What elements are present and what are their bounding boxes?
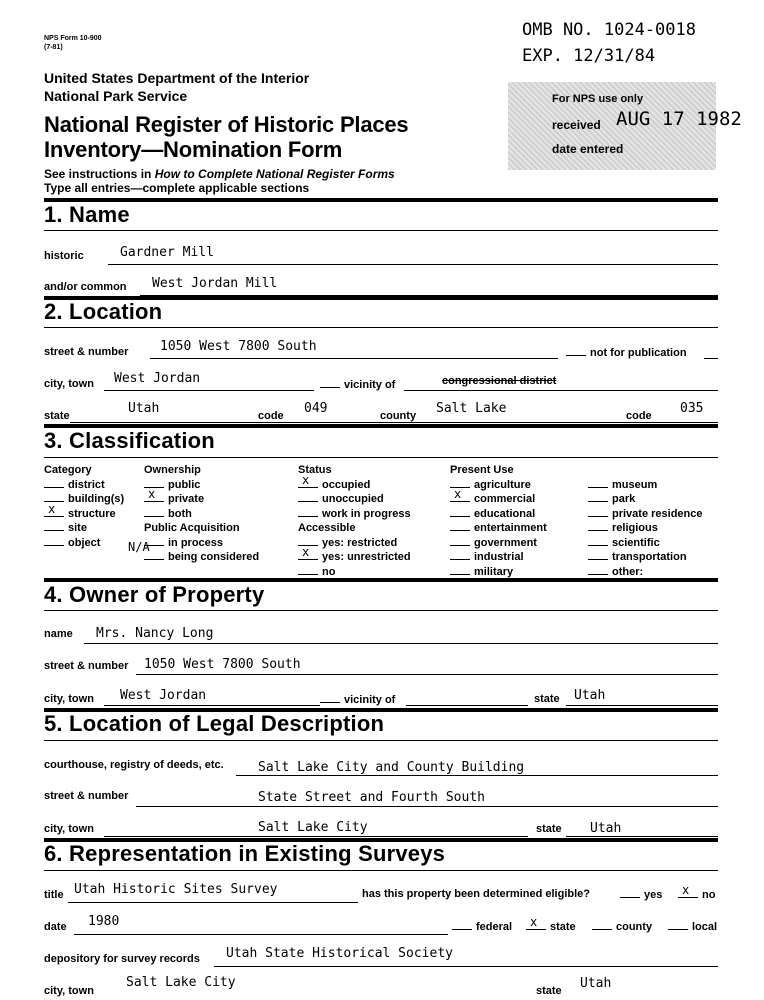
field-line [150, 358, 558, 359]
city-label: city, town [44, 378, 94, 390]
accessible-item: no [298, 565, 411, 580]
legal-state-value: Utah [590, 821, 622, 836]
category-item: building(s) [44, 492, 124, 507]
section-1-title: 1. Name [44, 202, 130, 227]
use-item: transportation [588, 550, 703, 565]
form-number: NPS Form 10-900 [44, 35, 102, 42]
category-item: x structure [44, 507, 124, 522]
common-name-value: West Jordan Mill [152, 276, 278, 291]
historic-name-value: Gardner Mill [120, 245, 214, 260]
acquisition-item: in process [144, 536, 259, 551]
survey-date-value: 1980 [88, 914, 120, 929]
status-column [298, 463, 411, 579]
county-code-value: 035 [680, 401, 704, 416]
present-use-heading: Present Use [450, 464, 514, 476]
owner-city-value: West Jordan [120, 688, 207, 703]
survey-city-label: city, town [44, 985, 94, 997]
field-line [70, 422, 718, 423]
field-line [406, 705, 528, 706]
instructions-prefix: See instructions in [44, 167, 155, 181]
courthouse-label: courthouse, registry of deeds, etc. [44, 759, 224, 771]
section-2-title: 2. Location [44, 299, 163, 324]
instructions-line [44, 168, 395, 181]
acquisition-heading: Public Acquisition [144, 522, 240, 534]
section-underline [44, 327, 718, 328]
section-underline [44, 610, 718, 611]
owner-street-value: 1050 West 7800 South [144, 657, 301, 672]
department-name: United States Department of the Interior [44, 70, 310, 86]
present-use-column-2 [588, 478, 703, 580]
eligible-yes: yes [620, 888, 662, 901]
present-use-column [450, 463, 547, 579]
not-for-publication: not for publication [566, 346, 687, 359]
use-item: museum [588, 478, 703, 493]
street-value: 1050 West 7800 South [160, 339, 317, 354]
field-line [404, 390, 718, 391]
legal-street-label: street & number [44, 790, 129, 802]
use-item: other: [588, 565, 703, 580]
state-code-value: 049 [304, 401, 328, 416]
legal-state-label: state [536, 823, 562, 835]
field-line [84, 643, 718, 644]
survey-title-value: Utah Historic Sites Survey [74, 882, 278, 897]
accessible-heading: Accessible [298, 522, 356, 534]
status-item: unoccupied [298, 492, 411, 507]
use-item: private residence [588, 507, 703, 522]
vicinity-of: vicinity of [320, 378, 395, 391]
section-4-title: 4. Owner of Property [44, 582, 265, 607]
use-item: military [450, 565, 547, 580]
field-line [136, 806, 718, 807]
state-value: Utah [128, 401, 160, 416]
field-line [104, 705, 320, 706]
use-item: scientific [588, 536, 703, 551]
owner-state-label: state [534, 693, 560, 705]
nps-use-only-label: For NPS use only [552, 93, 644, 105]
instructions-italic: How to Complete National Register Forms [154, 167, 395, 181]
historic-label: historic [44, 250, 84, 262]
omb-number: OMB NO. 1024-0018 [522, 20, 696, 40]
owner-street-label: street & number [44, 660, 129, 672]
eligible-no: x no [678, 888, 715, 901]
depository-value: Utah State Historical Society [226, 946, 453, 961]
section-underline [44, 230, 718, 231]
form-title-line1: National Register of Historic Places [44, 112, 409, 137]
field-line [68, 902, 358, 903]
status-item: work in progress [298, 507, 411, 522]
ownership-item: both [144, 507, 259, 522]
accessible-item: x yes: unrestricted [298, 550, 411, 565]
survey-title-label: title [44, 889, 64, 901]
section-rule [44, 198, 718, 202]
form-revision: (7-81) [44, 44, 63, 51]
state-label: state [44, 410, 70, 422]
use-item: educational [450, 507, 547, 522]
service-name: National Park Service [44, 88, 188, 104]
section-underline [44, 870, 718, 871]
category-item: object [44, 536, 124, 551]
survey-date-label: date [44, 921, 67, 933]
ownership-item: x private [144, 492, 259, 507]
use-item: entertainment [450, 521, 547, 536]
county-label: county [380, 410, 417, 422]
instructions-line2: Type all entries—complete applicable sections [44, 181, 310, 195]
field-line [214, 966, 718, 967]
ownership-item: public [144, 478, 259, 493]
field-line [236, 775, 718, 776]
status-item: x occupied [298, 478, 411, 493]
field-line [704, 358, 718, 359]
congressional-district: congressional district [442, 375, 557, 387]
survey-local: local [668, 920, 717, 933]
survey-state-value: Utah [580, 976, 612, 991]
acquisition-item: being considered [144, 550, 259, 565]
eligible-question: has this property been determined eligible? [362, 888, 590, 900]
form-title-line2: Inventory—Nomination Form [44, 137, 343, 162]
depository-label: depository for survey records [44, 953, 200, 965]
category-item: district [44, 478, 124, 493]
ownership-column [144, 463, 259, 565]
owner-state-value: Utah [574, 688, 606, 703]
survey-federal: federal [452, 920, 512, 933]
survey-city-value: Salt Lake City [126, 975, 236, 990]
category-column [44, 463, 124, 550]
use-item: park [588, 492, 703, 507]
section-6-title: 6. Representation in Existing Surveys [44, 841, 446, 866]
field-line [74, 934, 448, 935]
survey-county: county [592, 920, 652, 933]
field-line [566, 836, 718, 837]
city-value: West Jordan [114, 371, 201, 386]
use-item: industrial [450, 550, 547, 565]
street-label: street & number [44, 346, 129, 358]
category-heading: Category [44, 464, 92, 476]
field-line [108, 264, 718, 265]
category-item: site [44, 521, 124, 536]
date-entered-label: date entered [552, 142, 624, 156]
legal-city-value: Salt Lake City [258, 820, 368, 835]
use-item: government [450, 536, 547, 551]
status-heading: Status [298, 464, 332, 476]
field-line [104, 390, 314, 391]
field-line [104, 836, 528, 837]
legal-city-label: city, town [44, 823, 94, 835]
courthouse-value: Salt Lake City and County Building [258, 760, 525, 775]
common-name-label: and/or common [44, 281, 127, 293]
section-5-title: 5. Location of Legal Description [44, 711, 385, 736]
use-item: religious [588, 521, 703, 536]
survey-state: x state [526, 920, 576, 933]
owner-city-label: city, town [44, 693, 94, 705]
owner-name-label: name [44, 628, 73, 640]
accessible-item: yes: restricted [298, 536, 411, 551]
legal-street-value: State Street and Fourth South [258, 790, 485, 805]
use-item: x commercial [450, 492, 547, 507]
survey-state-label: state [536, 985, 562, 997]
ownership-heading: Ownership [144, 464, 201, 476]
owner-name-value: Mrs. Nancy Long [96, 626, 214, 641]
county-value: Salt Lake [436, 401, 507, 416]
county-code-label: code [626, 410, 652, 422]
section-3-title: 3. Classification [44, 428, 215, 453]
code-label: code [258, 410, 284, 422]
acquisition-na: N/A [128, 540, 150, 554]
received-label: received [552, 118, 601, 132]
owner-vicinity: vicinity of [320, 693, 395, 706]
received-date-stamp: AUG 17 1982 [616, 108, 742, 130]
use-item: agriculture [450, 478, 547, 493]
section-underline [44, 740, 718, 741]
field-line [136, 674, 718, 675]
expiration-date: EXP. 12/31/84 [522, 46, 656, 66]
section-underline [44, 457, 718, 458]
field-line [566, 705, 718, 706]
